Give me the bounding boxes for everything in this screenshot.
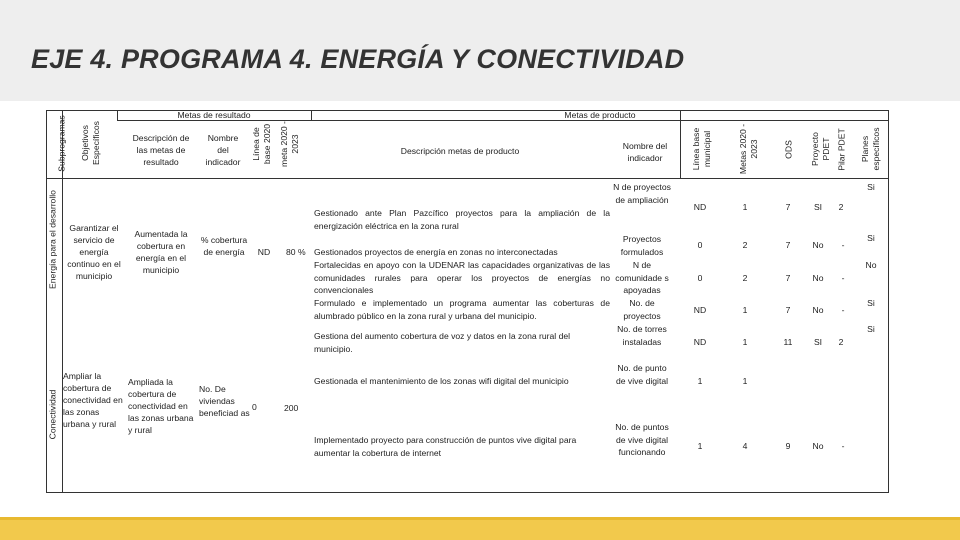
header-pilar-pdet: Pilar PDET xyxy=(836,128,847,171)
header-metas-producto: Metas de producto xyxy=(564,110,636,120)
row-description: Formulado e implementado un programa aumentar las coberturas de alumbrado público en la zona rural y urbana del municipio. xyxy=(314,298,610,321)
row-description: Implementado proyecto para construcción de puntos vive digital para aumentar la cobertura de internet xyxy=(314,435,577,458)
row-planes: Si xyxy=(867,298,875,308)
row-planes: Si xyxy=(867,233,875,243)
row-meta: 2 xyxy=(742,273,748,283)
header-proyecto-pdet: Proyecto PDET xyxy=(810,132,831,166)
linea-base-energia: ND xyxy=(257,247,271,257)
header-metas-resultado: Metas de resultado xyxy=(177,110,251,120)
linea-base-conectividad: 0 xyxy=(252,402,257,412)
row-ods: 7 xyxy=(785,305,791,315)
row-description: Gestionado ante Plan Pazcífico proyectos para la ampliación de la energización eléctrica en la zona rural xyxy=(314,208,610,231)
row-planes: Si xyxy=(867,324,875,334)
row-linea-base: 0 xyxy=(697,273,703,283)
meta-resultado-energia: Aumentada la cobertura en energía en el municipio xyxy=(134,229,188,275)
row-pdet: No xyxy=(812,305,824,315)
header-linea-base-mun: Línea base municipal xyxy=(691,127,712,171)
row-pilar: - xyxy=(841,240,845,250)
row-indicator: N de proyectos de ampliación xyxy=(613,182,671,205)
row-ods: 7 xyxy=(785,273,791,283)
subprograma-conectividad: Conectividad xyxy=(47,389,58,440)
row-linea-base: 1 xyxy=(697,441,703,451)
row-pilar: 2 xyxy=(838,337,844,347)
row-pdet: No xyxy=(812,441,824,451)
row-description: Fortalecidas en apoyo con la UDENAR las capacidades organizativas de las comunidades rurales para operar los proyectos de energías no convencionales xyxy=(314,260,610,295)
footer-band xyxy=(0,517,960,540)
header-metas-prod: Metas 2020 - 2023 xyxy=(738,123,759,175)
row-ods: 7 xyxy=(785,202,791,212)
row-linea-base: ND xyxy=(693,202,707,212)
row-meta: 4 xyxy=(742,441,748,451)
row-indicator: No. de punto de vive digital xyxy=(615,363,669,386)
row-description: Gestionada el mantenimiento de los zonas wifi digital del municipio xyxy=(314,376,569,386)
row-description: Gestiona del aumento cobertura de voz y datos en la zona rural del municipio. xyxy=(314,331,571,354)
header-planes: Planes específicos xyxy=(860,127,881,171)
slide-title: EJE 4. PROGRAMA 4. ENERGÍA Y CONECTIVIDAD xyxy=(31,44,685,74)
row-pdet: No xyxy=(812,240,824,250)
row-meta: 1 xyxy=(742,376,748,386)
row-ods: 9 xyxy=(785,441,791,451)
indicador-energia: % cobertura de energía xyxy=(200,235,248,257)
header-nombre-indicador-res: Nombre del indicador xyxy=(205,133,241,167)
row-indicator: No. de torres instaladas xyxy=(617,324,667,347)
meta-energia: 80 % xyxy=(286,247,306,257)
row-pdet: SI xyxy=(813,337,823,347)
row-pilar: - xyxy=(841,305,845,315)
row-linea-base: 0 xyxy=(697,240,703,250)
header-desc-resultado: Descripción de las metas de resultado xyxy=(132,133,190,167)
header-subprogramas: Subprogramas xyxy=(56,115,67,172)
row-pdet: No xyxy=(812,273,824,283)
row-linea-base: ND xyxy=(693,305,707,315)
row-planes: Si xyxy=(867,182,875,192)
row-description: Gestionados proyectos de energía en zonas no interconectadas xyxy=(314,247,558,257)
row-indicator: N de comunidade s apoyadas xyxy=(615,260,669,295)
row-meta: 1 xyxy=(742,305,748,315)
row-pilar: - xyxy=(841,441,845,451)
meta-conectividad: 200 xyxy=(284,403,299,413)
row-pilar: 2 xyxy=(838,202,844,212)
row-pilar: - xyxy=(841,273,845,283)
objetivo-conectividad: Ampliar la cobertura de conectividad en las zonas urbana y rural xyxy=(63,371,123,429)
header-linea-base-res: Línea de base 2020 xyxy=(251,123,272,165)
header-ods: ODS xyxy=(783,140,794,159)
subprograma-energia: Energía para el desarrollo xyxy=(47,190,58,289)
grid-line xyxy=(46,178,889,179)
row-indicator: No. de proyectos xyxy=(623,298,661,321)
header-desc-producto: Descripción metas de producto xyxy=(400,146,520,156)
row-indicator: No. de puntos de vive digital funcionando xyxy=(615,422,669,457)
row-meta: 2 xyxy=(742,240,748,250)
row-linea-base: 1 xyxy=(697,376,703,386)
row-ods: 7 xyxy=(785,240,791,250)
row-linea-base: ND xyxy=(693,337,707,347)
meta-resultado-conectividad: Ampliada la cobertura de conectividad en las zonas urbana y rural xyxy=(128,377,194,435)
row-pdet: SI xyxy=(813,202,823,212)
header-objetivos: Objetivos Específicos xyxy=(80,121,101,165)
row-meta: 1 xyxy=(742,202,748,212)
header-nombre-indicador-prod: Nombre del indicador xyxy=(622,141,668,163)
row-ods: 11 xyxy=(783,337,793,347)
row-indicator: Proyectos formulados xyxy=(620,234,664,257)
objetivo-energia: Garantizar el servicio de energía continuo en el municipio xyxy=(67,223,121,281)
header-meta-res: meta 2020 - 2023 xyxy=(279,121,300,167)
indicador-conectividad: No. De viviendas beneficiad as xyxy=(199,384,250,418)
row-planes: No xyxy=(865,260,877,270)
row-meta: 1 xyxy=(742,337,748,347)
